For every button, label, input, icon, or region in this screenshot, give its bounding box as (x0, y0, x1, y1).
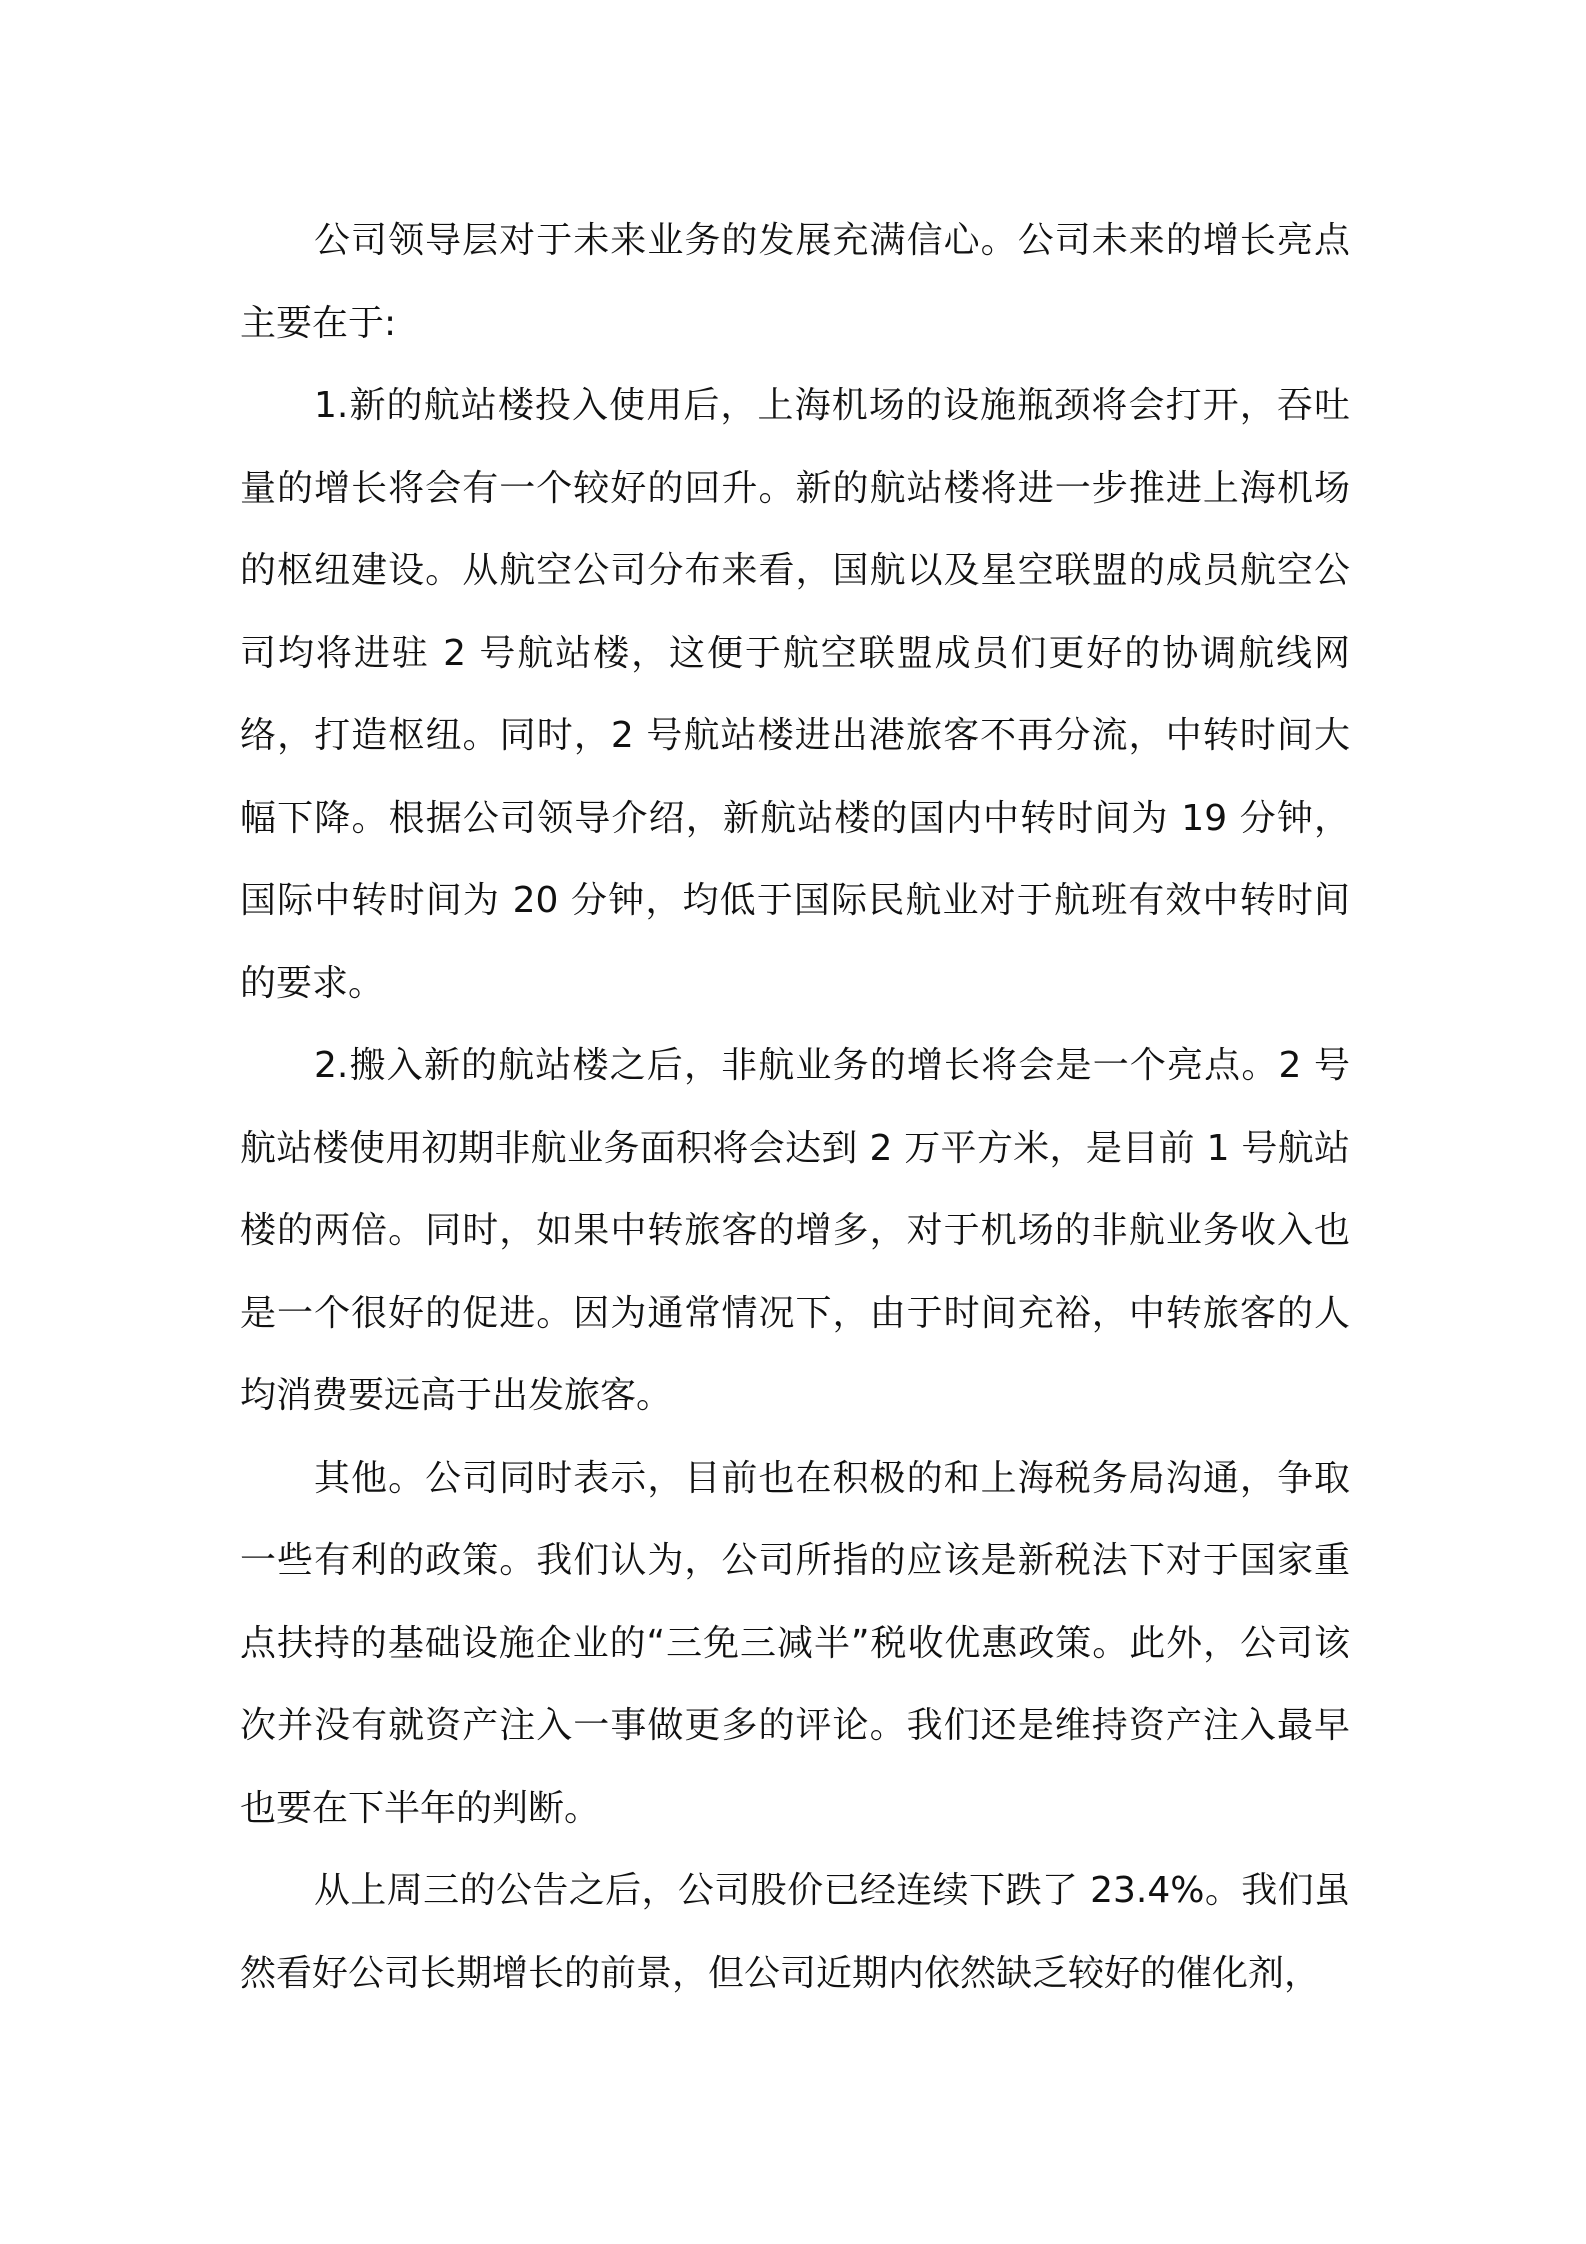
paragraph-other-tax: 其他。公司同时表示，目前也在积极的和上海税务局沟通，争取一些有利的政策。我们认为，公司所指的应该是新税法下对于国家重点扶持的基础设施企业的“三免三减半”税收优惠政策。此外，公司该次并没有就资产注入一事做更多的评论。我们还是维持资产注入最早也要在下半年的判断。 (240, 1457, 1350, 1829)
paragraph-point-1-terminal: 1.新的航站楼投入使用后，上海机场的设施瓶颈将会打开，吞吐量的增长将会有一个较好的回升。新的航站楼将进一步推进上海机场的枢纽建设。从航空公司分布来看，国航以及星空联盟的成员航空公司均将进驻 2 号航站楼，这便于航空联盟成员们更好的协调航线网络，打造枢纽。同时，2 号航站楼进出港旅客不再分流，中转时间大幅下降。根据公司领导介绍，新航站楼的国内中转时间为 19 分钟，国际中转时间为 20 分钟，均低于国际民航业对于航班有效中转时间的要求。 (240, 385, 1350, 1004)
paragraph-stock-price: 从上周三的公告之后，公司股价已经连续下跌了 23.4%。我们虽然看好公司长期增长的前景，但公司近期内依然缺乏较好的催化剂， (240, 1870, 1350, 1994)
paragraph-outlook: 公司领导层对于未来业务的发展充满信心。公司未来的增长亮点主要在于: (240, 220, 1350, 344)
document-body (240, 200, 1350, 2015)
paragraph-point-2-non-aero: 2.搬入新的航站楼之后，非航业务的增长将会是一个亮点。2 号航站楼使用初期非航业务面积将会达到 2 万平方米，是目前 1 号航站楼的两倍。同时，如果中转旅客的增多，对于机场的非航业务收入也是一个很好的促进。因为通常情况下，由于时间充裕，中转旅客的人均消费要远高于出发旅客。 (240, 1045, 1350, 1416)
